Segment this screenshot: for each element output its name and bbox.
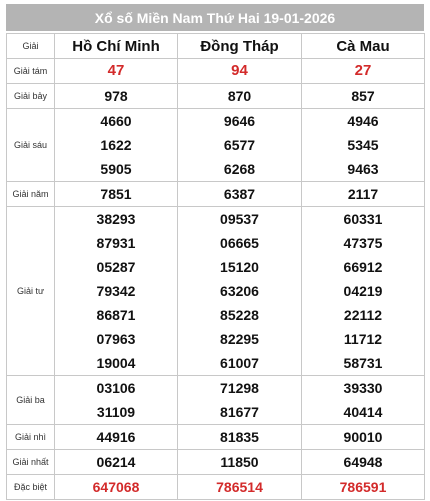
- prize-number: 85228: [220, 307, 259, 323]
- prize-number: 1622: [100, 137, 132, 153]
- prize-number: 4946: [347, 113, 379, 129]
- prize-number: 03106: [96, 380, 136, 396]
- page-title: Xổ số Miền Nam Thứ Hai 19-01-2026: [6, 4, 424, 31]
- prize-row-giai-bay: [7, 84, 425, 109]
- prize-number: 86871: [96, 307, 136, 323]
- prize-number: 19004: [96, 355, 136, 371]
- special-prize-number: 786591: [339, 479, 387, 495]
- prize-column-header: Giải: [7, 34, 55, 59]
- prize-label: Giải nhất: [7, 450, 55, 475]
- prize-number: 39330: [343, 380, 383, 396]
- special-prize-number: 647068: [92, 479, 140, 495]
- prize-number: 6387: [223, 186, 256, 202]
- prize-number: 04219: [343, 283, 383, 299]
- prize-number: 47375: [343, 235, 383, 251]
- results-table: [6, 33, 425, 500]
- prize-label: Giải tư: [7, 207, 55, 376]
- prize-number: 11850: [220, 454, 259, 470]
- prize-number: 63206: [220, 283, 259, 299]
- prize-label: Đặc biệt: [7, 475, 55, 500]
- prize-number: 870: [227, 88, 252, 104]
- prize-number: 6577: [223, 137, 256, 153]
- prize-number: 60331: [343, 211, 383, 227]
- prize-number: 90010: [343, 429, 383, 445]
- prize-label: Giải sáu: [7, 109, 55, 182]
- prize-number: 82295: [220, 331, 259, 347]
- prize-number: 15120: [220, 259, 259, 275]
- prize-row-dac-biet: [7, 475, 425, 500]
- prize-number: 06214: [96, 454, 136, 470]
- prize-number: 31109: [96, 404, 136, 420]
- province-header-dong-thap: Đồng Tháp: [178, 34, 302, 59]
- prize-number: 2117: [347, 186, 379, 202]
- prize-number: 6268: [223, 161, 256, 177]
- prize-number: 27: [354, 62, 372, 79]
- prize-number: 9463: [347, 161, 379, 177]
- prize-number: 5345: [347, 137, 379, 153]
- prize-number: 06665: [220, 235, 259, 251]
- prize-row-giai-nhat: [7, 450, 425, 475]
- prize-row-giai-tu: [7, 207, 425, 376]
- province-header-ca-mau: Cà Mau: [302, 34, 425, 59]
- prize-row-giai-sau: [7, 109, 425, 182]
- prize-number: 7851: [100, 186, 132, 202]
- prize-number: 978: [104, 88, 128, 104]
- prize-number: 5905: [100, 161, 132, 177]
- prize-row-giai-nhi: [7, 425, 425, 450]
- prize-number: 857: [351, 88, 375, 104]
- prize-number: 4660: [100, 113, 132, 129]
- prize-label: Giải tám: [7, 59, 55, 84]
- prize-number: 64948: [343, 454, 383, 470]
- prize-number: 40414: [343, 404, 383, 420]
- prize-row-giai-nam: [7, 182, 425, 207]
- prize-number: 79342: [96, 283, 136, 299]
- province-header-hcm: Hồ Chí Minh: [55, 34, 178, 59]
- prize-number: 38293: [96, 211, 136, 227]
- prize-number: 09537: [220, 211, 259, 227]
- prize-number: 9646: [223, 113, 256, 129]
- special-prize-number: 786514: [216, 479, 263, 495]
- prize-number: 07963: [96, 331, 136, 347]
- prize-label: Giải nhì: [7, 425, 55, 450]
- prize-row-giai-tam: [7, 59, 425, 84]
- prize-number: 87931: [96, 235, 136, 251]
- prize-number: 61007: [220, 355, 259, 371]
- prize-label: Giải ba: [7, 376, 55, 425]
- prize-number: 71298: [220, 380, 259, 396]
- prize-label: Giải năm: [7, 182, 55, 207]
- prize-number: 81835: [220, 429, 259, 445]
- prize-number: 47: [107, 62, 125, 79]
- prize-number: 94: [231, 62, 248, 79]
- table-header-row: [7, 34, 425, 59]
- prize-number: 22112: [343, 307, 383, 323]
- prize-number: 11712: [343, 331, 383, 347]
- prize-number: 05287: [96, 259, 136, 275]
- prize-number: 81677: [220, 404, 259, 420]
- prize-number: 44916: [96, 429, 136, 445]
- prize-number: 58731: [343, 355, 383, 371]
- prize-row-giai-ba: [7, 376, 425, 425]
- prize-number: 66912: [343, 259, 383, 275]
- prize-label: Giải bảy: [7, 84, 55, 109]
